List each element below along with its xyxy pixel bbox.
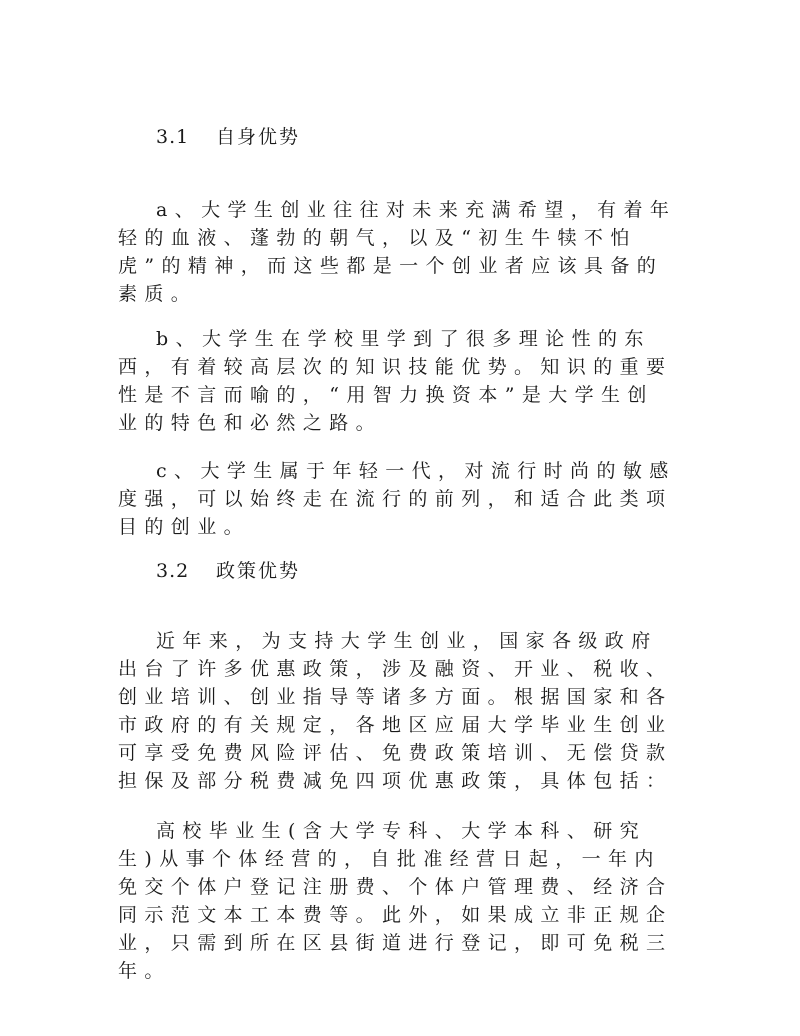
section-title: 自身优势 — [216, 126, 301, 148]
section-heading-3-1 — [118, 123, 716, 151]
paragraph-policy-intro: 近年来，为支持大学生创业，国家各级政府出台了许多优惠政策，涉及融资、开业、税收、创业培训、创业指导等诸多方面。根据国家和各市政府的有关规定，各地区应届大学毕业生创业可享受免费风险评估、免费政策培训、无偿贷款担保及部分税费减免四项优惠政策，具体包括： — [118, 630, 673, 792]
section-number: 3.1 — [156, 126, 190, 148]
paragraph-c: c、大学生属于年轻一代，对流行时尚的敏感度强，可以始终走在流行的前列，和适合此类项目的创业。 — [118, 460, 676, 538]
paragraph-policy-details: 高校毕业生(含大学专科、大学本科、研究生)从事个体经营的，自批准经营日起，一年内免交个体户登记注册费、个体户管理费、经济合同示范文本工本费等。此外，如果成立非正规企业，只需到所在区县街道进行登记，即可免税三年。 — [118, 820, 673, 982]
section-heading-3-2 — [118, 557, 716, 585]
paragraph-a: a、大学生创业往往对未来充满希望，有着年轻的血液、蓬勃的朝气，以及“初生牛犊不怕虎”的精神，而这些都是一个创业者应该具备的素质。 — [118, 199, 677, 305]
section-title: 政策优势 — [216, 560, 301, 582]
section-number: 3.2 — [156, 560, 190, 582]
paragraph-b: b、大学生在学校里学到了很多理论性的东西，有着较高层次的知识技能优势。知识的重要性是不言而喻的，“用智力换资本”是大学生创业的特色和必然之路。 — [118, 328, 673, 434]
